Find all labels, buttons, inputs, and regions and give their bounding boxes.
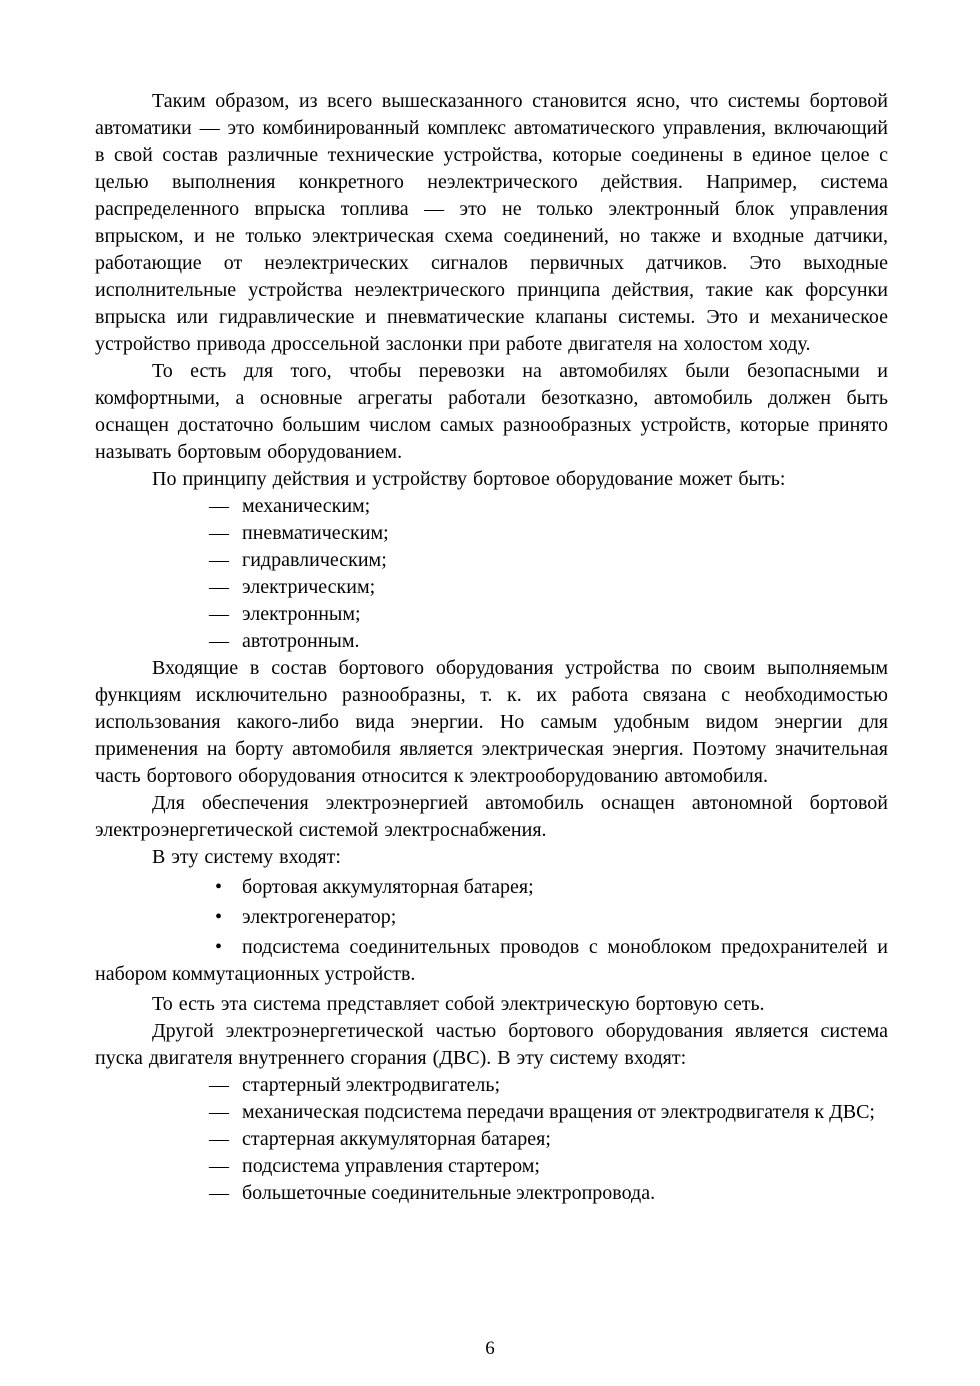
- dash-list-item: [95, 1072, 888, 1099]
- list-item-text: электронным;: [242, 603, 361, 625]
- bullet-marker: •: [215, 936, 223, 958]
- dash-list-item: [95, 547, 888, 574]
- paragraph-power-supply: Для обеспечения электроэнергией автомобиль оснащен автономной бортовой электроэнергетической системой электроснабжения.: [95, 792, 888, 841]
- bullet-marker: •: [215, 876, 223, 898]
- paragraph-network-summary: То есть эта система представляет собой электрическую бортовую сеть.: [152, 993, 765, 1015]
- paragraph-safety: То есть для того, чтобы перевозки на автомобилях были безопасными и комфортными, а основные агрегаты работали безотказно, автомобиль должен быть оснащен достаточно большим числом самых разнообразных устройств, которые принято называть бортовым оборудованием.: [95, 360, 888, 463]
- dash-list-item: [95, 1153, 888, 1180]
- dash-list-item: [95, 1126, 888, 1153]
- paragraph-starter-intro: Другой электроэнергетической частью бортового оборудования является система пуска двигателя внутреннего сгорания (ДВС). В эту систему входят:: [95, 1020, 888, 1069]
- dash-marker: —: [209, 576, 229, 598]
- list-item-text: автотронным.: [242, 630, 360, 652]
- paragraph-intro: Таким образом, из всего вышесказанного становится ясно, что системы бортовой автоматики — это комбинированный комплекс автоматического управления, включающий в свой состав различные технические устройства, которые соединены в единое целое с целью выполнения конкретного неэлектрического действия. Например, система распределенного впрыска топлива — это не только электронный блок управления впрыском, и не только электрическая схема соединений, но также и входные датчики, работающие от неэлектрических сигналов первичных датчиков. Это выходные исполнительные устройства неэлектрического принципа действия, такие как форсунки впрыска или гидравлические и пневматические клапаны системы. Это и механическое устройство привода дроссельной заслонки при работе двигателя на холостом ходу.: [95, 90, 888, 355]
- dash-marker: —: [209, 522, 229, 544]
- dash-marker: —: [209, 630, 229, 652]
- bullet-list-item: [95, 904, 888, 931]
- bullet-list-item: [95, 934, 888, 988]
- list-item-text: подсистема соединительных проводов с моноблоком предохранителей и набором коммутационных устройств.: [95, 936, 888, 985]
- list-item-text: гидравлическим;: [242, 549, 387, 571]
- paragraph-devices-energy: Входящие в состав бортового оборудования устройства по своим выполняемым функциям исключительно разнообразны, т. к. их работа связана с необходимостью использования какого-либо вида энергии. Но самым удобным видом энергии для применения на борту автомобиля является электрическая энергия. Поэтому значительная часть бортового оборудования относится к электрооборудованию автомобиля.: [95, 657, 888, 787]
- list-item-text: механическая подсистема передачи вращения от электродвигателя к ДВС;: [242, 1101, 875, 1123]
- bullet-list-item: [95, 874, 888, 901]
- list-item-text: стартерная аккумуляторная батарея;: [242, 1128, 551, 1150]
- bullet-marker: •: [215, 906, 223, 928]
- dash-marker: —: [209, 495, 229, 517]
- list-item-text: электрическим;: [242, 576, 376, 598]
- dash-marker: —: [209, 1101, 229, 1123]
- list-item-text: стартерный электродвигатель;: [242, 1074, 501, 1096]
- list-item-text: большеточные соединительные электропровода.: [242, 1182, 656, 1204]
- dash-marker: —: [209, 603, 229, 625]
- dash-marker: —: [209, 1155, 229, 1177]
- dash-list-item: [95, 493, 888, 520]
- dash-list-item: [95, 628, 888, 655]
- list-item-text: электрогенератор;: [242, 906, 397, 928]
- dash-list-item: [95, 520, 888, 547]
- paragraph-system-includes: В эту систему входят:: [152, 846, 341, 868]
- list-item-text: пневматическим;: [242, 522, 389, 544]
- list-item-text: механическим;: [242, 495, 371, 517]
- dash-list-item: [95, 601, 888, 628]
- dash-list-item: [95, 1099, 888, 1126]
- dash-marker: —: [209, 549, 229, 571]
- dash-list-item: [95, 1180, 888, 1207]
- list-item-text: подсистема управления стартером;: [242, 1155, 540, 1177]
- dash-marker: —: [209, 1182, 229, 1204]
- list-item-text: бортовая аккумуляторная батарея;: [242, 876, 534, 898]
- page-number: 6: [485, 1338, 495, 1359]
- dash-marker: —: [209, 1074, 229, 1096]
- paragraph-principle-intro: По принципу действия и устройству бортовое оборудование может быть:: [152, 468, 786, 490]
- dash-list-item: [95, 574, 888, 601]
- dash-marker: —: [209, 1128, 229, 1150]
